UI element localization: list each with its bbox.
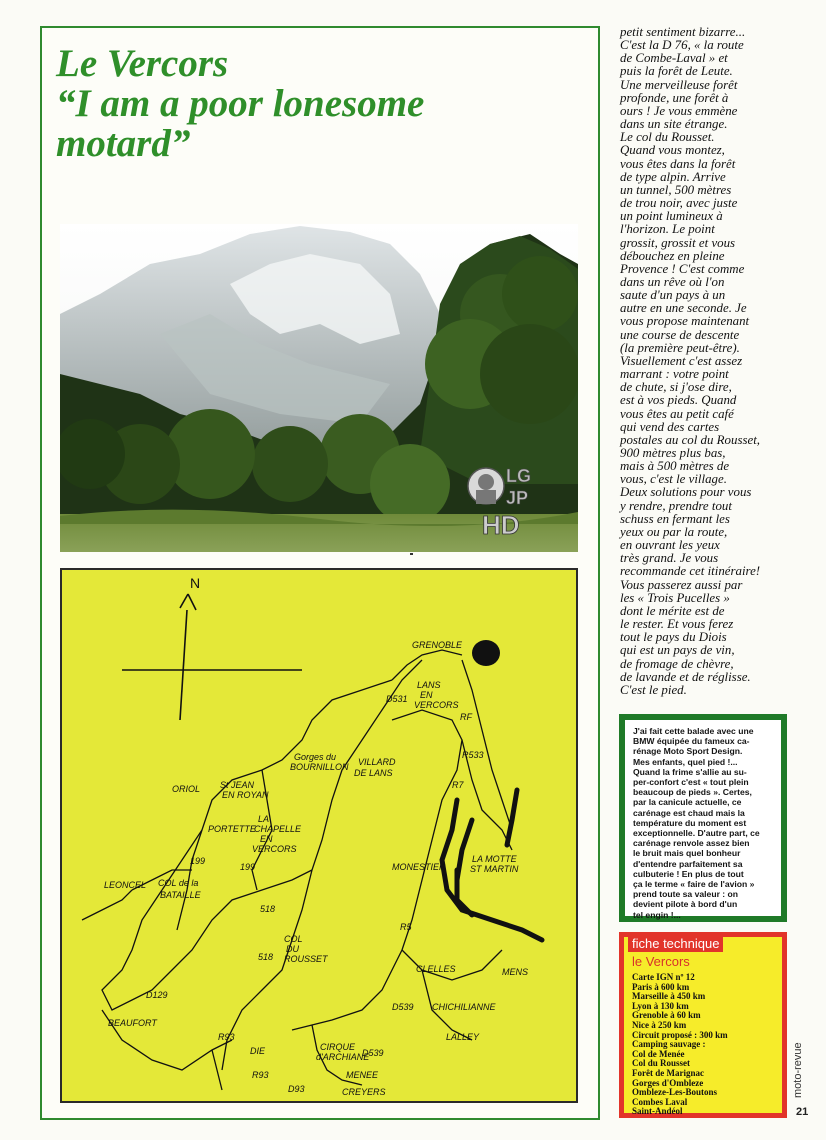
- story-column: [620, 26, 795, 697]
- article-frame: [40, 26, 600, 1120]
- story-line: recommande cet itinéraire!: [620, 564, 761, 579]
- note-line: Quand la frime s'allie au su-: [633, 766, 747, 777]
- map-label-colr3: ROUSSET: [284, 954, 328, 964]
- map-label-r539: D539: [362, 1048, 384, 1058]
- story-line: les « Trois Pucelles »: [620, 590, 730, 605]
- map-label-cirque2: d'ARCHIANE: [316, 1052, 370, 1062]
- story-line: Visuellement c'est assez: [620, 353, 743, 368]
- note-line: beaucoup de pieds ». Certes,: [633, 787, 752, 798]
- map-label-gorges2: BOURNILLON: [290, 762, 349, 772]
- map-label-r93: R93: [218, 1032, 235, 1042]
- map-label-chapelle4: VERCORS: [252, 844, 297, 854]
- story-line: schuss en fermant les: [620, 511, 730, 526]
- story-line: un tunnel, 500 mètres: [620, 182, 732, 197]
- map-label-lans1: LANS: [417, 680, 441, 690]
- story-line: dont le mérite est de: [620, 603, 725, 618]
- note-line: Mes enfants, quel pied !...: [633, 756, 738, 767]
- map-label-d93: D93: [288, 1084, 305, 1094]
- fiche-list: [632, 973, 782, 1117]
- map-label-col1: COL de la: [158, 878, 199, 888]
- north-label: N: [190, 575, 201, 591]
- compass-icon: [122, 594, 302, 720]
- story-line: tout le pays du Diois: [620, 630, 727, 645]
- title-line-2: “I am a poor lonesome: [56, 82, 425, 125]
- story-line: profonde, une forêt à: [620, 90, 729, 105]
- map-label-mens: MENS: [502, 967, 529, 977]
- story-line: de fromage de chèvre,: [620, 656, 734, 671]
- fiche-item: Lyon à 130 km: [632, 1000, 689, 1011]
- note-line: devient pilote à bord d'un: [633, 899, 738, 910]
- story-line: de Combe-Laval » et: [620, 51, 728, 66]
- fiche-item: Col du Rousset: [632, 1058, 691, 1069]
- title-line-3: motard”: [56, 122, 191, 165]
- story-line: vous, c'est le village.: [620, 472, 727, 487]
- map-label-rf: RF: [460, 712, 472, 722]
- story-line: est à vos pieds. Quand: [620, 393, 737, 408]
- magazine-name: moto-revue: [792, 1042, 804, 1098]
- map-label-gorges1: Gorges du: [294, 752, 337, 762]
- story-line: mais à 500 mètres de: [620, 459, 730, 474]
- story-line: un point lumineux à: [620, 209, 723, 224]
- fiche-item: Nice à 250 km: [632, 1019, 687, 1030]
- map-label-d518: 518: [260, 904, 276, 914]
- story-line: de chute, si j'ose dire,: [620, 380, 732, 395]
- title-line-1: Le Vercors: [56, 42, 229, 85]
- story-line: ours ! Je vous emmène: [620, 103, 738, 118]
- article-title: [56, 44, 576, 164]
- map-label-villard1: VILLARD: [358, 757, 396, 767]
- story-line: (la première peut-être).: [620, 340, 740, 355]
- map-label-lans3: VERCORS: [414, 700, 459, 710]
- fiche-item: Saint-Andéol: [632, 1106, 683, 1117]
- fiche-item: Gorges d'Ombleze: [632, 1077, 704, 1088]
- map-label-leoncel: LEONCEL: [104, 880, 147, 890]
- watermark-text-bottom: HD: [482, 510, 520, 540]
- note-line: J'ai fait cette balade avec une: [633, 726, 754, 736]
- map-label-r93b: R93: [252, 1070, 269, 1080]
- map-label-villard2: DE LANS: [354, 768, 393, 778]
- fiche-technique-box: [619, 932, 787, 1118]
- map-label-chapelle1: LA: [258, 814, 270, 824]
- note-line: rénage Moto Sport Design.: [633, 746, 743, 757]
- story-line: Provence ! C'est comme: [620, 261, 745, 276]
- fiche-item: Col de Menée: [632, 1048, 685, 1059]
- story-line: puis la forêt de Leute.: [620, 64, 733, 79]
- fiche-heading: fiche technique: [628, 936, 723, 952]
- map-label-lalley: LALLEY: [446, 1032, 480, 1042]
- route-map: [60, 568, 578, 1103]
- map-label-clelles: CLELLES: [416, 964, 456, 974]
- note-line: carénage est chaud mais la: [633, 807, 745, 818]
- story-line: qui vend des cartes: [620, 419, 720, 434]
- map-label-r199: 199: [190, 856, 206, 866]
- story-line: de type alpin. Arrive: [620, 169, 726, 184]
- story-line: grossit, grossit et vous: [620, 235, 736, 250]
- map-label-r533: R533: [462, 750, 484, 760]
- story-line: autre en une seconde. Je: [620, 301, 747, 316]
- map-label-r199b: 199: [240, 862, 256, 872]
- map-label-oriol: ORIOL: [172, 784, 201, 794]
- story-line: dans un rêve où l'on: [620, 274, 725, 289]
- story-line: une course de descente: [620, 327, 740, 342]
- map-label-stjean2: EN ROYAN: [222, 790, 269, 800]
- fiche-item: Carte IGN nº 12: [632, 972, 695, 982]
- note-line: per-confort c'est « tout plein: [633, 777, 749, 788]
- story-line: en ouvrant les yeux: [620, 538, 720, 553]
- story-line: de trou noir, avec juste: [620, 196, 738, 211]
- fiche-item: Paris à 600 km: [632, 981, 690, 992]
- map-label-beaufort: BEAUFORT: [108, 1018, 157, 1028]
- note-line: exceptionnelle. D'autre part, ce: [633, 828, 760, 839]
- story-line: saute d'un pays à un: [620, 288, 726, 303]
- story-line: Le col du Rousset.: [620, 130, 715, 145]
- story-line: marrant : votre point: [620, 367, 729, 382]
- note-line: par la canicule actuelle, ce: [633, 797, 742, 808]
- map-label-colr2: DU: [286, 944, 299, 954]
- note-line: carénage renvole assez bien: [633, 838, 750, 849]
- note-line: ça le terme « faire de l'avion »: [633, 879, 755, 890]
- story-line: petit sentiment bizarre...: [620, 25, 746, 39]
- fiche-item: Circuit proposé : 300 km: [632, 1029, 728, 1040]
- story-line: Une merveilleuse forêt: [620, 77, 738, 92]
- map-label-cheyeau: CREYERS: [342, 1087, 386, 1097]
- story-line: dans un site étrange.: [620, 117, 728, 132]
- story-line: qui est un pays de vin,: [620, 643, 735, 658]
- story-line: très grand. Je vous: [620, 551, 719, 566]
- map-label-rr5: R5: [400, 922, 412, 932]
- fiche-item: Marseille à 450 km: [632, 991, 706, 1002]
- map-label-d531: D531: [386, 694, 408, 704]
- fiche-item: Forêt de Marignac: [632, 1067, 704, 1078]
- fiche-item: Grenoble à 60 km: [632, 1010, 701, 1021]
- story-line: Quand vous montez,: [620, 143, 725, 158]
- note-line: tel engin !...: [633, 909, 681, 920]
- grenoble-dot: [472, 640, 500, 666]
- map-label-d129: D129: [146, 990, 168, 1000]
- page-number: 21: [796, 1106, 809, 1118]
- fiche-item: Ombleze-Les-Boutons: [632, 1087, 717, 1098]
- map-label-stjean1: St JEAN: [220, 780, 255, 790]
- map-label-lans2: EN: [420, 690, 433, 700]
- map-label-die: DIE: [250, 1046, 266, 1056]
- map-label-chapelle3: EN: [260, 834, 273, 844]
- map-label-r7: R7: [452, 780, 464, 790]
- fiche-item: Camping sauvage :: [632, 1039, 706, 1050]
- map-label-portette: PORTETTE: [208, 824, 256, 834]
- map-label-r539b: D539: [392, 1002, 414, 1012]
- story-line: y rendre, prendre tout: [620, 498, 732, 513]
- story-line: Deux solutions pour vous: [620, 485, 752, 500]
- story-line: C'est la D 76, « la route: [620, 38, 744, 53]
- story-line: de lavande et de réglisse.: [620, 669, 751, 684]
- note-line: prend toute sa valeur : on: [633, 889, 739, 900]
- watermark-text-mid: JP: [506, 488, 529, 508]
- story-line: Vous passerez aussi par: [620, 577, 743, 592]
- note-line: le bruit mais quel bonheur: [633, 848, 741, 859]
- map-label-monestier: MONESTIER: [392, 862, 446, 872]
- story-line: vous êtes au petit café: [620, 406, 734, 421]
- map-label-chapelle2: CHAPELLE: [254, 824, 302, 834]
- map-label-col2: BATAILLE: [160, 890, 201, 900]
- fiche-item: Combes Laval: [632, 1096, 688, 1107]
- map-label-lamotte2: ST MARTIN: [470, 864, 519, 874]
- story-line: yeux ou par la route,: [620, 524, 728, 539]
- print-speck: [410, 553, 413, 555]
- note-line: BMW équipée du fameux ca-: [633, 736, 750, 747]
- map-label-chichilianne: CHICHILIANNE: [432, 1002, 496, 1012]
- note-line: température du moment est: [633, 817, 747, 828]
- story-line: débouchez en pleine: [620, 248, 725, 263]
- bmw-note-box: [619, 714, 787, 922]
- map-label-lamotte1: LA MOTTE: [472, 854, 517, 864]
- story-line: vous êtes dans la forêt: [620, 156, 736, 171]
- story-line: l'horizon. Le point: [620, 222, 715, 237]
- map-label-colr1: COL: [284, 934, 303, 944]
- story-line: 900 mètres plus bas,: [620, 446, 726, 460]
- map-label-menee: MENEE: [346, 1070, 379, 1080]
- watermark-text-top: LG: [506, 466, 531, 486]
- story-line: C'est le pied.: [620, 682, 687, 697]
- story-line: vous propose maintenant: [620, 314, 750, 329]
- map-label-grenoble: GRENOBLE: [412, 640, 463, 650]
- story-line: le rester. Et vous ferez: [620, 617, 734, 632]
- fiche-subheading: le Vercors: [632, 954, 690, 969]
- note-line: d'entendre parfaitement sa: [633, 858, 743, 869]
- note-line: culbuterie ! En plus de tout: [633, 868, 744, 879]
- map-label-cirque1: CIRQUE: [320, 1042, 356, 1052]
- story-line: postales au col du Rousset,: [620, 432, 760, 447]
- map-label-r518b: 518: [258, 952, 274, 962]
- watermark-logo: [462, 460, 546, 544]
